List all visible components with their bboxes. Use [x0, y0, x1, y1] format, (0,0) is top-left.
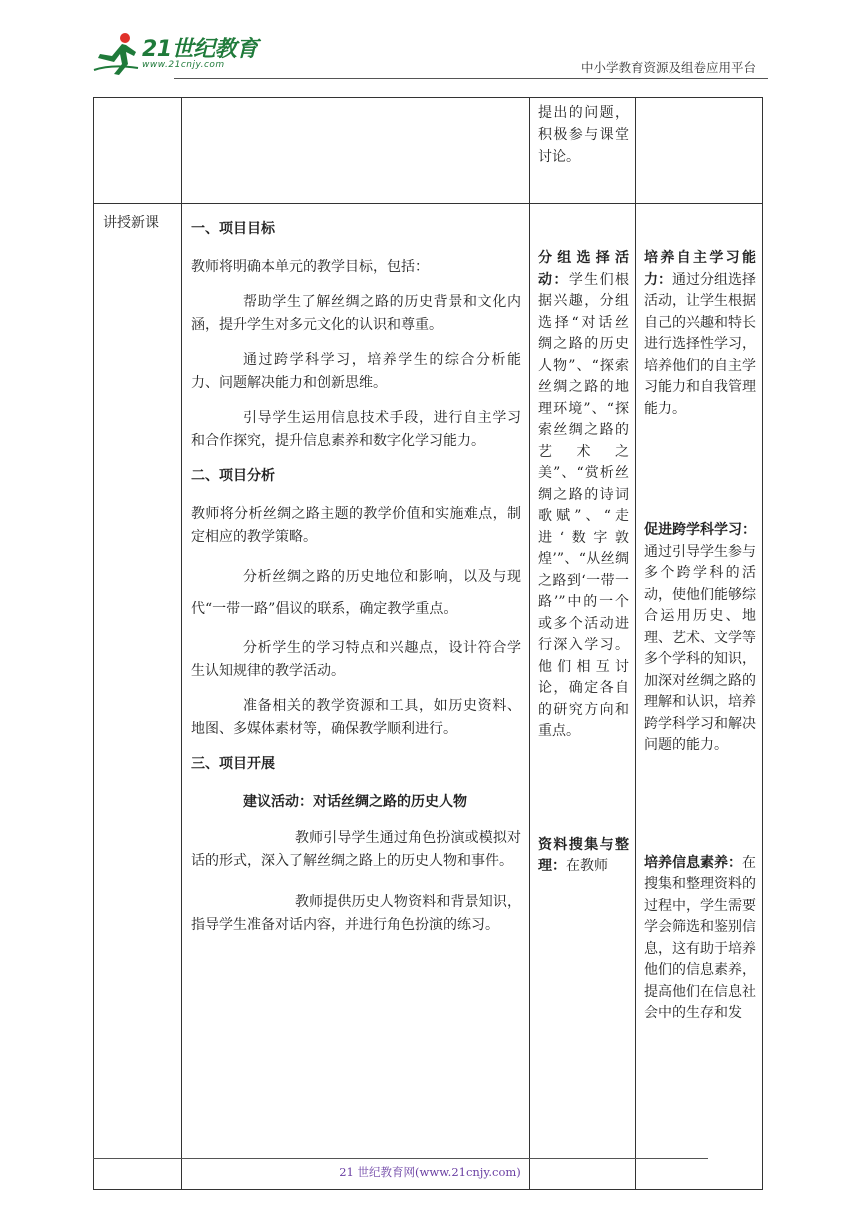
table-row: [94, 204, 763, 1190]
stage-label: 讲授新课: [103, 215, 159, 231]
intent-cell: [636, 204, 763, 1190]
paragraph: 准备相关的教学资源和工具，如历史资料、地图、多媒体素材等，确保教学顺利进行。: [191, 698, 521, 737]
intent-3-text: 在搜集和整理资料的过程中，学生需要学会筛选和鉴别信息，这有助于培养他们的信息素养，提高他们在信息社会中的生存和发: [644, 854, 756, 1021]
student-cell: [530, 98, 636, 204]
stage-cell: [94, 204, 182, 1190]
stage-cell: [94, 98, 182, 204]
paragraph: 教师将分析丝绸之路主题的教学价值和实施难点，制定相应的教学策略。: [191, 506, 521, 545]
intent-3: [644, 853, 756, 1025]
paragraph: 教师引导学生通过角色扮演或模拟对话的形式，深入了解丝绸之路上的历史人物和事件。: [191, 830, 521, 869]
section-title: 一、项目目标: [191, 221, 275, 237]
paragraph: 分析学生的学习特点和兴趣点，设计符合学生认知规律的教学活动。: [191, 640, 521, 679]
paragraph: 教师将明确本单元的教学目标，包括：: [191, 259, 429, 275]
table-row: [94, 98, 763, 204]
runner-logo-icon: [92, 30, 142, 76]
section-title: 二、项目分析: [191, 468, 275, 484]
intent-2-text: 通过引导学生参与多个跨学科的活动，使他们能够综合运用历史、地理、艺术、文学等多个学科的知识，加深对丝绸之路的理解和认识，培养跨学科学习和解决问题的能力。: [644, 543, 756, 753]
student-activity-1-text: 学生们根据兴趣，分组选择“对话丝绸之路的历史人物”、“探索丝绸之路的地理环境”、“探索丝绸之路的艺术之美”、“赏析丝绸之路的诗词歌赋”、“走进‘数字敦煌’”、“从丝绸之路到‘一带一路’”中的一个或多个活动进行深入学习。他们相互讨论，确定各自的研究方向和重点。: [538, 271, 630, 739]
student-activity-1: [538, 248, 629, 743]
teacher-cell: [182, 204, 530, 1190]
student-cell: [530, 204, 636, 1190]
paragraph: 帮助学生了解丝绸之路的历史背景和文化内涵，提升学生对多元文化的认识和尊重。: [191, 294, 521, 333]
footer-divider: [93, 1158, 708, 1159]
paragraph: 分析丝绸之路的历史地位和影响，以及与现代“一带一路”倡议的联系，确定教学重点。: [191, 569, 521, 617]
paragraph: 引导学生运用信息技术手段，进行自主学习和合作探究，提升信息素养和数字化学习能力。: [191, 410, 521, 449]
paragraph: 教师提供历史人物资料和背景知识，指导学生准备对话内容，并进行角色扮演的练习。: [191, 894, 521, 933]
intent-cell: [636, 98, 763, 204]
intent-1-heading: 培养自主学习能力：: [644, 250, 756, 288]
intent-1-text: 通过分组选择活动，让学生根据自己的兴趣和特长进行选择性学习，培养他们的自主学习能力和自我管理能力。: [644, 271, 756, 417]
activity-title: 建议活动：对话丝绸之路的历史人物: [243, 794, 467, 810]
intent-3-heading: 培养信息素养：: [644, 854, 742, 871]
student-activity-1-heading: 分组选择活动：: [538, 250, 629, 288]
site-logo[interactable]: [92, 28, 262, 78]
student-activity-2-heading: 资料搜集与整理：: [538, 836, 629, 874]
intent-2-heading: 促进跨学科学习：: [644, 522, 756, 538]
logo-text: 21世纪教育: [142, 37, 258, 62]
paragraph: 通过跨学科学习，培养学生的综合分析能力、问题解决能力和创新思维。: [191, 352, 521, 391]
lesson-plan-table: [93, 97, 763, 1190]
platform-name: 中小学教育资源及组卷应用平台: [580, 60, 756, 75]
teacher-cell: [182, 98, 530, 204]
header-divider: [174, 78, 768, 79]
intent-1: [644, 248, 756, 420]
student-activity-2: [538, 835, 629, 878]
intent-2: [644, 520, 756, 757]
section-title: 三、项目开展: [191, 756, 275, 772]
student-activity-2-text: 在教师: [566, 858, 608, 874]
student-text: 提出的问题，积极参与课堂讨论。: [538, 105, 629, 165]
logo-url: www.21cnjy.com: [142, 60, 225, 70]
footer-link[interactable]: 21 世纪教育网(www.21cnjy.com): [339, 1165, 521, 1179]
page-header: [92, 28, 768, 82]
